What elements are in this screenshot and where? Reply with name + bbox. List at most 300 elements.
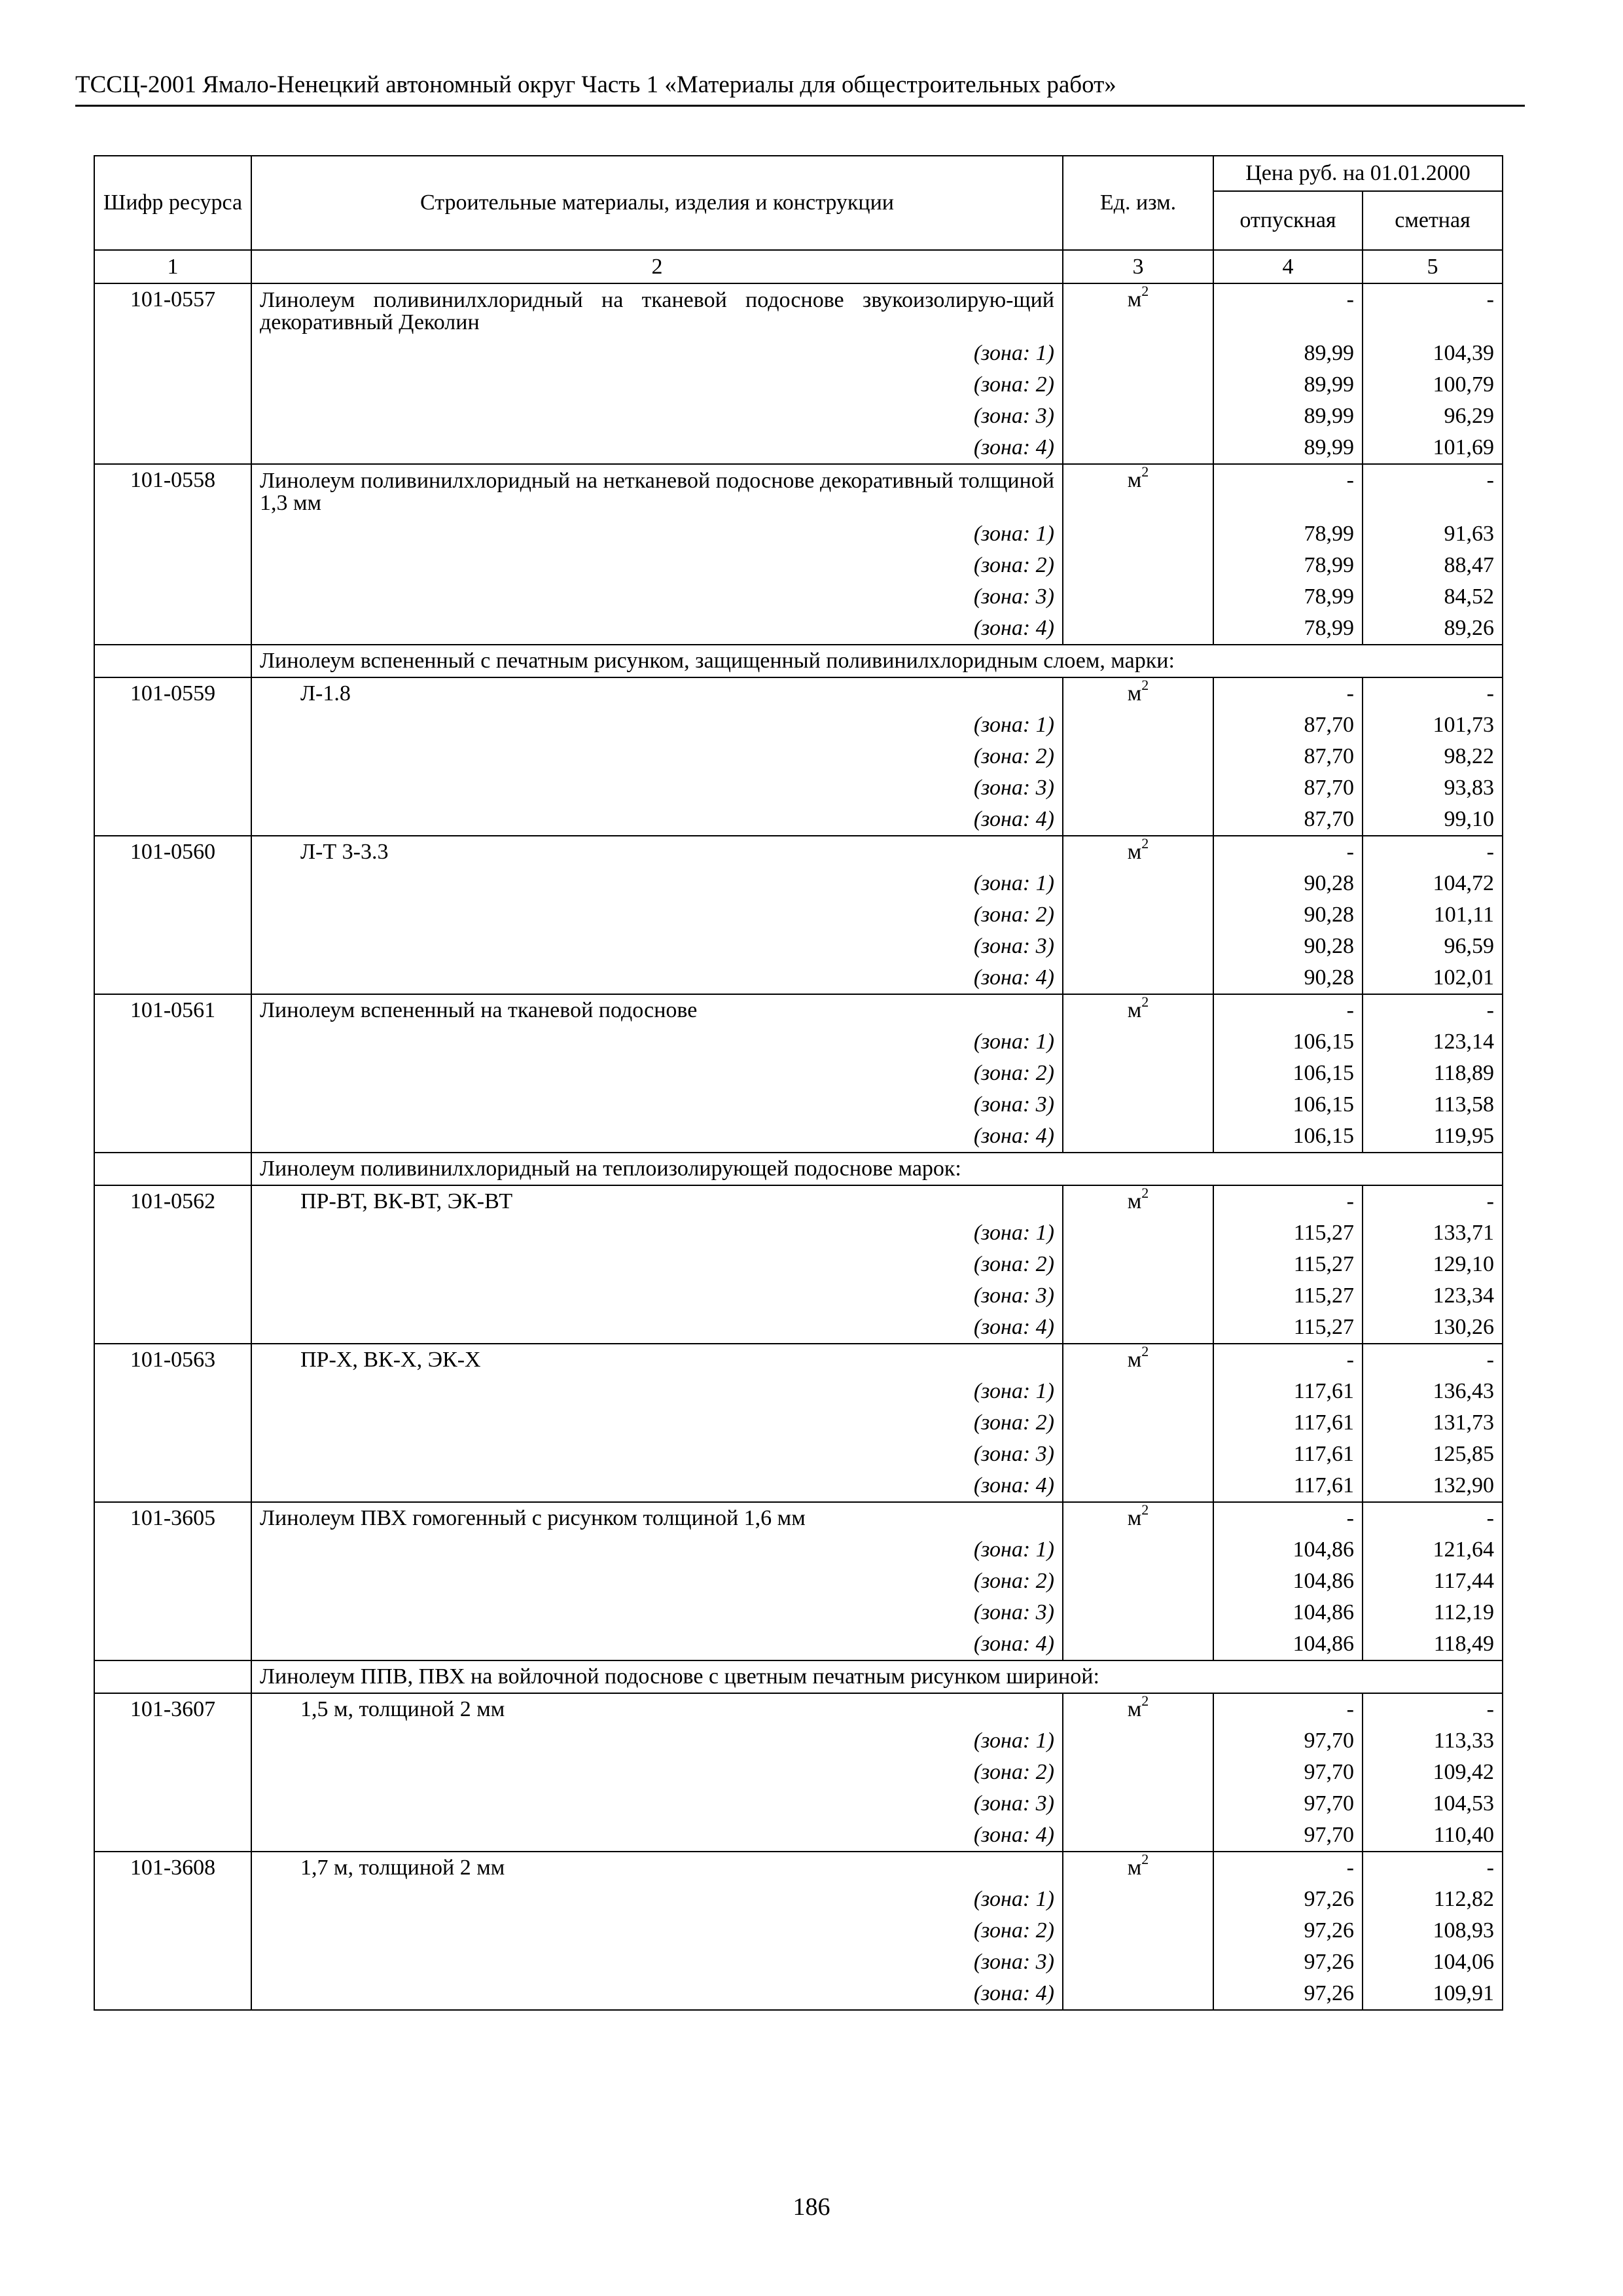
release-price: 106,15	[1213, 1026, 1363, 1058]
resource-code-cell	[94, 369, 251, 401]
zone-label: (зона: 3)	[251, 1946, 1063, 1978]
zone-label: (зона: 2)	[251, 1249, 1063, 1280]
release-price: 89,99	[1213, 401, 1363, 432]
price-table	[94, 155, 1503, 2011]
resource-code-cell	[94, 401, 251, 432]
release-price: 117,61	[1213, 1439, 1363, 1470]
zone-row	[94, 741, 1503, 772]
release-price: 87,70	[1213, 709, 1363, 741]
unit-of-measure	[1063, 1628, 1213, 1660]
zone-label: (зона: 4)	[251, 1312, 1063, 1344]
resource-code-cell	[94, 518, 251, 550]
unit-of-measure	[1063, 401, 1213, 432]
table-row	[94, 836, 1503, 868]
zone-label: (зона: 2)	[251, 1566, 1063, 1597]
release-price: 89,99	[1213, 432, 1363, 464]
estimate-price: -	[1363, 1852, 1503, 1884]
zone-label: (зона: 1)	[251, 709, 1063, 741]
unit-exponent: 2	[1141, 993, 1149, 1010]
resource-code-cell	[94, 1978, 251, 2010]
estimate-price: 123,34	[1363, 1280, 1503, 1312]
zone-row	[94, 1312, 1503, 1344]
zone-row	[94, 1597, 1503, 1628]
release-price: 117,61	[1213, 1470, 1363, 1502]
resource-code-cell	[94, 1217, 251, 1249]
release-price: -	[1213, 994, 1363, 1026]
release-price: 90,28	[1213, 931, 1363, 962]
unit-text: м	[1127, 1697, 1142, 1721]
zone-row	[94, 338, 1503, 369]
estimate-price: -	[1363, 1693, 1503, 1725]
material-name	[251, 994, 1063, 1026]
release-price: 87,70	[1213, 741, 1363, 772]
resource-code-cell	[94, 1058, 251, 1089]
release-price: 78,99	[1213, 581, 1363, 613]
group-heading	[251, 645, 1503, 677]
zone-row	[94, 804, 1503, 836]
zone-label: (зона: 3)	[251, 772, 1063, 804]
unit-of-measure	[1063, 581, 1213, 613]
resource-code-cell	[94, 432, 251, 464]
zone-label: (зона: 2)	[251, 1915, 1063, 1946]
unit-text: м	[1127, 1506, 1142, 1530]
resource-code-cell	[94, 1249, 251, 1280]
release-price: 106,15	[1213, 1121, 1363, 1153]
release-price: 104,86	[1213, 1628, 1363, 1660]
estimate-price: 113,58	[1363, 1089, 1503, 1121]
zone-label: (зона: 1)	[251, 868, 1063, 899]
unit-of-measure	[1063, 931, 1213, 962]
release-price: 89,99	[1213, 338, 1363, 369]
material-name	[251, 1502, 1063, 1534]
zone-label: (зона: 3)	[251, 581, 1063, 613]
zone-row	[94, 1915, 1503, 1946]
group-heading-text: Линолеум ППВ, ПВХ на войлочной подоснове с цветным печатным рисунком шириной:	[260, 1664, 1099, 1689]
unit-of-measure	[1063, 1978, 1213, 2010]
zone-row	[94, 369, 1503, 401]
estimate-price: 104,06	[1363, 1946, 1503, 1978]
resource-code-cell	[94, 1757, 251, 1788]
resource-code-cell	[94, 772, 251, 804]
release-price: 89,99	[1213, 369, 1363, 401]
estimate-price: 132,90	[1363, 1470, 1503, 1502]
zone-row	[94, 1217, 1503, 1249]
zone-label: (зона: 4)	[251, 962, 1063, 994]
unit-of-measure	[1063, 1693, 1213, 1725]
zone-label: (зона: 1)	[251, 1884, 1063, 1915]
unit-of-measure	[1063, 772, 1213, 804]
zone-label: (зона: 1)	[251, 1534, 1063, 1566]
page-number: 186	[793, 2193, 830, 2221]
estimate-price: -	[1363, 677, 1503, 709]
unit-text: м	[1127, 287, 1142, 312]
zone-row	[94, 1820, 1503, 1852]
release-price: -	[1213, 836, 1363, 868]
zone-row	[94, 1121, 1503, 1153]
release-price: 106,15	[1213, 1089, 1363, 1121]
unit-of-measure	[1063, 709, 1213, 741]
resource-code-cell	[94, 1788, 251, 1820]
material-name-text: Линолеум поливинилхлоридный на тканевой подоснове звукоизолирую-щий декоративный Деколин	[260, 288, 1054, 334]
estimate-price: 136,43	[1363, 1376, 1503, 1407]
unit-of-measure	[1063, 518, 1213, 550]
group-heading-row	[94, 1153, 1503, 1185]
resource-code-cell	[94, 1820, 251, 1852]
zone-label: (зона: 2)	[251, 741, 1063, 772]
zone-row	[94, 1249, 1503, 1280]
zone-row	[94, 1058, 1503, 1089]
column-number: 3	[1063, 250, 1213, 283]
resource-code-cell	[94, 581, 251, 613]
zone-label: (зона: 3)	[251, 1280, 1063, 1312]
zone-row	[94, 1089, 1503, 1121]
unit-of-measure	[1063, 464, 1213, 518]
table-row	[94, 677, 1503, 709]
release-price: 78,99	[1213, 550, 1363, 581]
unit-of-measure	[1063, 369, 1213, 401]
resource-code: 101-3608	[94, 1852, 251, 1884]
material-name-text: 1,5 м, толщиной 2 мм	[300, 1697, 505, 1721]
release-price: 115,27	[1213, 1217, 1363, 1249]
resource-code-cell	[94, 1597, 251, 1628]
zone-row	[94, 868, 1503, 899]
estimate-price: 88,47	[1363, 550, 1503, 581]
table-row	[94, 1502, 1503, 1534]
estimate-price: 93,83	[1363, 772, 1503, 804]
resource-code: 101-0558	[94, 464, 251, 518]
estimate-price: 89,26	[1363, 613, 1503, 645]
estimate-price: 102,01	[1363, 962, 1503, 994]
zone-row	[94, 1407, 1503, 1439]
resource-code-cell	[94, 899, 251, 931]
resource-code-cell	[94, 868, 251, 899]
estimate-price: 118,89	[1363, 1058, 1503, 1089]
price-table-body	[94, 283, 1503, 2010]
resource-code-cell	[94, 1725, 251, 1757]
resource-code-cell	[94, 962, 251, 994]
zone-label: (зона: 3)	[251, 401, 1063, 432]
unit-exponent: 2	[1141, 1501, 1149, 1518]
unit-exponent: 2	[1141, 676, 1149, 693]
resource-code-cell	[94, 1376, 251, 1407]
group-heading-text: Линолеум поливинилхлоридный на теплоизолирующей подоснове марок:	[260, 1157, 961, 1181]
estimate-price: 112,19	[1363, 1597, 1503, 1628]
material-name	[251, 464, 1063, 518]
resource-code-cell	[94, 645, 251, 677]
unit-of-measure	[1063, 1312, 1213, 1344]
resource-code: 101-0561	[94, 994, 251, 1026]
release-price: -	[1213, 1693, 1363, 1725]
zone-label: (зона: 3)	[251, 1439, 1063, 1470]
unit-of-measure	[1063, 1534, 1213, 1566]
release-price: 104,86	[1213, 1566, 1363, 1597]
unit-of-measure	[1063, 432, 1213, 464]
zone-row	[94, 1884, 1503, 1915]
zone-label: (зона: 4)	[251, 613, 1063, 645]
zone-row	[94, 1946, 1503, 1978]
unit-of-measure	[1063, 1249, 1213, 1280]
zone-row	[94, 518, 1503, 550]
release-price: 117,61	[1213, 1376, 1363, 1407]
material-name	[251, 1693, 1063, 1725]
release-price: 78,99	[1213, 518, 1363, 550]
unit-exponent: 2	[1141, 834, 1149, 852]
resource-code: 101-0559	[94, 677, 251, 709]
zone-row	[94, 1566, 1503, 1597]
estimate-price: 123,14	[1363, 1026, 1503, 1058]
release-price: 97,70	[1213, 1725, 1363, 1757]
release-price: 106,15	[1213, 1058, 1363, 1089]
material-name-text: ПР-Х, ВК-Х, ЭК-Х	[300, 1348, 481, 1372]
estimate-price: 131,73	[1363, 1407, 1503, 1439]
unit-text: м	[1127, 681, 1142, 706]
header-estimate-price: сметная	[1363, 191, 1503, 250]
unit-exponent: 2	[1141, 1850, 1149, 1867]
estimate-price: 129,10	[1363, 1249, 1503, 1280]
header-price: Цена руб. на 01.01.2000	[1213, 156, 1503, 191]
release-price: 87,70	[1213, 772, 1363, 804]
resource-code-cell	[94, 1534, 251, 1566]
resource-code: 101-0563	[94, 1344, 251, 1376]
table-row	[94, 1852, 1503, 1884]
unit-of-measure	[1063, 283, 1213, 338]
table-row	[94, 464, 1503, 518]
resource-code: 101-3607	[94, 1693, 251, 1725]
release-price: 117,61	[1213, 1407, 1363, 1439]
unit-of-measure	[1063, 1058, 1213, 1089]
material-name	[251, 283, 1063, 338]
unit-of-measure	[1063, 1946, 1213, 1978]
estimate-price: 121,64	[1363, 1534, 1503, 1566]
release-price: -	[1213, 1852, 1363, 1884]
unit-of-measure	[1063, 1725, 1213, 1757]
zone-row	[94, 1757, 1503, 1788]
estimate-price: 113,33	[1363, 1725, 1503, 1757]
estimate-price: 118,49	[1363, 1628, 1503, 1660]
unit-of-measure	[1063, 1597, 1213, 1628]
resource-code-cell	[94, 709, 251, 741]
resource-code-cell	[94, 1915, 251, 1946]
column-number: 5	[1363, 250, 1503, 283]
zone-row	[94, 899, 1503, 931]
unit-text: м	[1127, 840, 1142, 864]
column-number: 4	[1213, 250, 1363, 283]
zone-label: (зона: 1)	[251, 338, 1063, 369]
zone-label: (зона: 4)	[251, 1820, 1063, 1852]
header-name: Строительные материалы, изделия и конструкции	[251, 156, 1063, 250]
estimate-price: -	[1363, 1185, 1503, 1217]
unit-of-measure	[1063, 613, 1213, 645]
zone-row	[94, 1978, 1503, 2010]
group-heading	[251, 1660, 1503, 1693]
zone-row	[94, 401, 1503, 432]
unit-of-measure	[1063, 1407, 1213, 1439]
resource-code-cell	[94, 613, 251, 645]
resource-code-cell	[94, 1439, 251, 1470]
header-release-price: отпускная	[1213, 191, 1363, 250]
unit-of-measure	[1063, 1089, 1213, 1121]
estimate-price: -	[1363, 836, 1503, 868]
unit-of-measure	[1063, 1502, 1213, 1534]
estimate-price: 104,39	[1363, 338, 1503, 369]
release-price: 97,26	[1213, 1946, 1363, 1978]
table-row	[94, 1185, 1503, 1217]
release-price: 97,26	[1213, 1915, 1363, 1946]
estimate-price: 101,11	[1363, 899, 1503, 931]
zone-label: (зона: 2)	[251, 369, 1063, 401]
unit-of-measure	[1063, 1915, 1213, 1946]
unit-of-measure	[1063, 1121, 1213, 1153]
zone-label: (зона: 3)	[251, 1089, 1063, 1121]
zone-row	[94, 772, 1503, 804]
unit-of-measure	[1063, 1788, 1213, 1820]
estimate-price: 101,69	[1363, 432, 1503, 464]
zone-label: (зона: 2)	[251, 1757, 1063, 1788]
resource-code-cell	[94, 550, 251, 581]
material-name	[251, 1852, 1063, 1884]
material-name-text: Линолеум ПВХ гомогенный с рисунком толщиной 1,6 мм	[260, 1506, 806, 1530]
zone-label: (зона: 2)	[251, 1058, 1063, 1089]
release-price: 97,26	[1213, 1978, 1363, 2010]
column-number: 1	[94, 250, 251, 283]
release-price: -	[1213, 283, 1363, 338]
unit-exponent: 2	[1141, 1342, 1149, 1359]
zone-row	[94, 550, 1503, 581]
resource-code-cell	[94, 1280, 251, 1312]
zone-label: (зона: 4)	[251, 1121, 1063, 1153]
zone-row	[94, 709, 1503, 741]
table-row	[94, 283, 1503, 338]
estimate-price: -	[1363, 283, 1503, 338]
unit-of-measure	[1063, 994, 1213, 1026]
zone-label: (зона: 2)	[251, 1407, 1063, 1439]
zone-label: (зона: 4)	[251, 1628, 1063, 1660]
unit-of-measure	[1063, 1376, 1213, 1407]
release-price: -	[1213, 1344, 1363, 1376]
estimate-price: -	[1363, 464, 1503, 518]
estimate-price: 104,72	[1363, 868, 1503, 899]
unit-of-measure	[1063, 1344, 1213, 1376]
zone-label: (зона: 4)	[251, 432, 1063, 464]
estimate-price: 104,53	[1363, 1788, 1503, 1820]
zone-row	[94, 581, 1503, 613]
unit-exponent: 2	[1141, 463, 1149, 480]
group-heading-text: Линолеум вспененный с печатным рисунком, защищенный поливинилхлоридным слоем, марки:	[260, 649, 1175, 673]
unit-exponent: 2	[1141, 1184, 1149, 1201]
zone-label: (зона: 3)	[251, 931, 1063, 962]
running-header: ТССЦ-2001 Ямало-Ненецкий автономный округ Часть 1 «Материалы для общестроительных работ»	[75, 71, 1116, 98]
unit-of-measure	[1063, 1884, 1213, 1915]
resource-code-cell	[94, 1089, 251, 1121]
unit-of-measure	[1063, 899, 1213, 931]
table-row	[94, 1693, 1503, 1725]
header-unit: Ед. изм.	[1063, 156, 1213, 250]
unit-of-measure	[1063, 1470, 1213, 1502]
group-heading-row	[94, 645, 1503, 677]
unit-of-measure	[1063, 1820, 1213, 1852]
zone-label: (зона: 3)	[251, 1597, 1063, 1628]
unit-of-measure	[1063, 1185, 1213, 1217]
zone-row	[94, 1628, 1503, 1660]
unit-of-measure	[1063, 741, 1213, 772]
estimate-price: 99,10	[1363, 804, 1503, 836]
zone-row	[94, 1280, 1503, 1312]
resource-code-cell	[94, 931, 251, 962]
resource-code-cell	[94, 338, 251, 369]
unit-of-measure	[1063, 962, 1213, 994]
unit-text: м	[1127, 1348, 1142, 1372]
resource-code-cell	[94, 1121, 251, 1153]
estimate-price: 100,79	[1363, 369, 1503, 401]
unit-of-measure	[1063, 550, 1213, 581]
estimate-price: 96,59	[1363, 931, 1503, 962]
zone-row	[94, 1026, 1503, 1058]
resource-code-cell	[94, 1566, 251, 1597]
estimate-price: 98,22	[1363, 741, 1503, 772]
zone-label: (зона: 1)	[251, 1725, 1063, 1757]
header-rule	[75, 105, 1525, 107]
zone-label: (зона: 3)	[251, 1788, 1063, 1820]
unit-exponent: 2	[1141, 282, 1149, 299]
estimate-price: 109,91	[1363, 1978, 1503, 2010]
estimate-price: 125,85	[1363, 1439, 1503, 1470]
release-price: 115,27	[1213, 1249, 1363, 1280]
release-price: 115,27	[1213, 1312, 1363, 1344]
release-price: 115,27	[1213, 1280, 1363, 1312]
material-name-text: 1,7 м, толщиной 2 мм	[300, 1856, 505, 1880]
unit-of-measure	[1063, 1280, 1213, 1312]
material-name-text: Л-1.8	[300, 681, 351, 706]
unit-of-measure	[1063, 1439, 1213, 1470]
unit-text: м	[1127, 998, 1142, 1022]
release-price: -	[1213, 1185, 1363, 1217]
estimate-price: -	[1363, 994, 1503, 1026]
resource-code: 101-0560	[94, 836, 251, 868]
resource-code-cell	[94, 804, 251, 836]
release-price: 97,70	[1213, 1788, 1363, 1820]
resource-code-cell	[94, 1153, 251, 1185]
resource-code-cell	[94, 1946, 251, 1978]
zone-row	[94, 962, 1503, 994]
release-price: -	[1213, 464, 1363, 518]
zone-label: (зона: 2)	[251, 550, 1063, 581]
unit-text: м	[1127, 1189, 1142, 1213]
zone-row	[94, 613, 1503, 645]
zone-row	[94, 931, 1503, 962]
resource-code: 101-0557	[94, 283, 251, 338]
unit-of-measure	[1063, 677, 1213, 709]
estimate-price: 109,42	[1363, 1757, 1503, 1788]
group-heading	[251, 1153, 1503, 1185]
release-price: 97,70	[1213, 1757, 1363, 1788]
material-name	[251, 1344, 1063, 1376]
release-price: 90,28	[1213, 962, 1363, 994]
estimate-price: 117,44	[1363, 1566, 1503, 1597]
zone-row	[94, 1534, 1503, 1566]
unit-exponent: 2	[1141, 1692, 1149, 1709]
estimate-price: 112,82	[1363, 1884, 1503, 1915]
zone-label: (зона: 4)	[251, 1978, 1063, 2010]
material-name-text: Линолеум поливинилхлоридный на нетканевой подоснове декоративный толщиной 1,3 мм	[260, 469, 1054, 515]
unit-of-measure	[1063, 868, 1213, 899]
unit-of-measure	[1063, 1566, 1213, 1597]
estimate-price: 119,95	[1363, 1121, 1503, 1153]
zone-label: (зона: 1)	[251, 1026, 1063, 1058]
unit-of-measure	[1063, 836, 1213, 868]
header-code: Шифр ресурса	[94, 156, 251, 250]
table-row	[94, 1344, 1503, 1376]
material-name-text: Л-Т 3-3.3	[300, 840, 389, 864]
